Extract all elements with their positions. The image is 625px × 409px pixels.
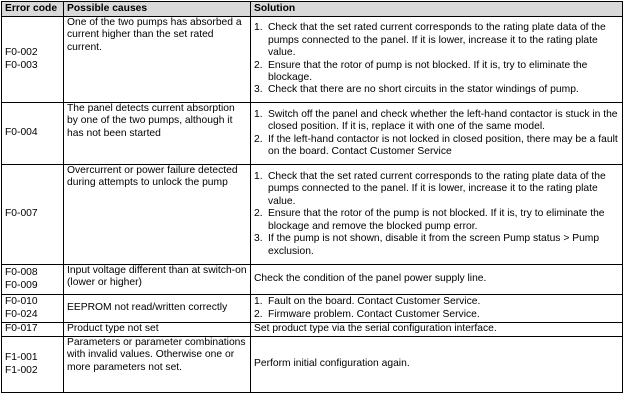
solution-number: 1.	[254, 22, 263, 34]
solution-number: 1.	[254, 296, 263, 308]
solution-text: Firmware problem. Contact Customer Service.	[268, 308, 480, 320]
solution-list	[254, 171, 619, 258]
error-code-cell	[2, 17, 64, 103]
solution-list	[254, 296, 619, 321]
solution-cell	[251, 165, 623, 265]
solution-item	[254, 296, 619, 308]
header-possible-causes: Possible causes	[64, 2, 251, 17]
error-code-cell	[2, 165, 64, 265]
cause-cell: Input voltage different than at switch-on (lower or higher)	[64, 265, 251, 295]
solution-item	[254, 233, 619, 258]
error-code: F0-024	[5, 308, 38, 320]
solution-text: If the left-hand contactor is not locked in closed position, there may be a fault on the board. Contact Customer Service	[268, 133, 618, 157]
solution-number: 2.	[254, 208, 263, 220]
solution-text: Check the condition of the panel power supply line.	[254, 273, 487, 285]
solution-text: Fault on the board. Contact Customer Service.	[268, 296, 481, 308]
solution-text: Perform initial configuration again.	[254, 358, 410, 370]
solution-list	[254, 22, 619, 96]
solution-item	[254, 84, 619, 96]
solution-text: Check that the set rated current corresponds to the rating plate data of the pumps connected to the panel. If it is lower, increase it to the rating plate value.	[268, 22, 606, 59]
cause-cell: The panel detects current absorption by one of the two pumps, although it has not been started	[64, 103, 251, 165]
error-code: F0-002	[5, 47, 38, 59]
error-code-cell	[2, 337, 64, 393]
solution-number: 2.	[254, 133, 263, 145]
table-row	[2, 17, 623, 103]
header-error-code: Error code	[2, 2, 64, 17]
table-header-row	[2, 2, 623, 17]
table-row	[2, 337, 623, 393]
solution-item	[254, 22, 619, 59]
solution-list	[254, 109, 619, 159]
solution-text: If the pump is not shown, disable it from the screen Pump status > Pump exclusion.	[268, 233, 600, 257]
error-code-cell	[2, 103, 64, 165]
error-code: F0-008	[5, 267, 38, 279]
table-row	[2, 165, 623, 265]
error-code: F0-009	[5, 279, 38, 291]
solution-text: Check that the set rated current corresponds to the rating plate data of the pumps connected to the panel. If it is lower, increase it to the rating plate value.	[268, 171, 606, 207]
solution-item	[254, 309, 619, 321]
table-row	[2, 103, 623, 165]
error-code: F0-003	[5, 59, 38, 71]
solution-number: 3.	[254, 84, 263, 96]
solution-cell	[251, 323, 623, 337]
solution-number: 3.	[254, 233, 263, 245]
solution-text: Ensure that the rotor of pump is not blocked. If it is, try to eliminate the blockage.	[268, 59, 588, 83]
solution-text: Set product type via the serial configuration interface.	[254, 323, 497, 335]
solution-number: 2.	[254, 308, 263, 320]
error-code-cell	[2, 323, 64, 337]
cause-cell: One of the two pumps has absorbed a current higher than the set rated current.	[64, 17, 251, 103]
error-code: F0-017	[5, 323, 38, 335]
table-row	[2, 323, 623, 337]
cause-cell: EEPROM not read/written correctly	[64, 295, 251, 323]
cause-cell: Product type not set	[64, 323, 251, 337]
solution-cell	[251, 337, 623, 393]
error-code: F0-010	[5, 296, 38, 308]
solution-item	[254, 208, 619, 233]
cause-cell: Overcurrent or power failure detected during attempts to unlock the pump	[64, 165, 251, 265]
error-code-cell	[2, 295, 64, 323]
error-code-table	[1, 1, 623, 393]
solution-item	[254, 134, 619, 159]
table-row	[2, 295, 623, 323]
cause-cell: Parameters or parameter combinations with invalid values. Otherwise one or more parameters not set.	[64, 337, 251, 393]
solution-cell	[251, 265, 623, 295]
solution-text: Ensure that the rotor of the pump is not blocked. If it is, try to eliminate the blockage and remove the blocked pump error.	[268, 208, 605, 232]
solution-cell	[251, 17, 623, 103]
table-row	[2, 265, 623, 295]
error-code: F0-007	[5, 208, 38, 220]
solution-number: 1.	[254, 171, 263, 183]
solution-cell	[251, 295, 623, 323]
solution-number: 2.	[254, 59, 263, 71]
error-code: F0-004	[5, 127, 38, 139]
solution-item	[254, 171, 619, 208]
error-code: F1-002	[5, 364, 38, 376]
solution-text: Switch off the panel and check whether the left-hand contactor is stuck in the closed position. If it is, replace it with one of the same model.	[268, 108, 618, 133]
solution-item	[254, 60, 619, 85]
error-code-cell	[2, 265, 64, 295]
solution-number: 1.	[254, 108, 263, 120]
solution-cell	[251, 103, 623, 165]
error-code: F1-001	[5, 352, 38, 364]
header-solution: Solution	[251, 2, 623, 17]
solution-text: Check that there are no short circuits in the stator windings of pump.	[268, 84, 579, 96]
solution-item	[254, 109, 619, 134]
